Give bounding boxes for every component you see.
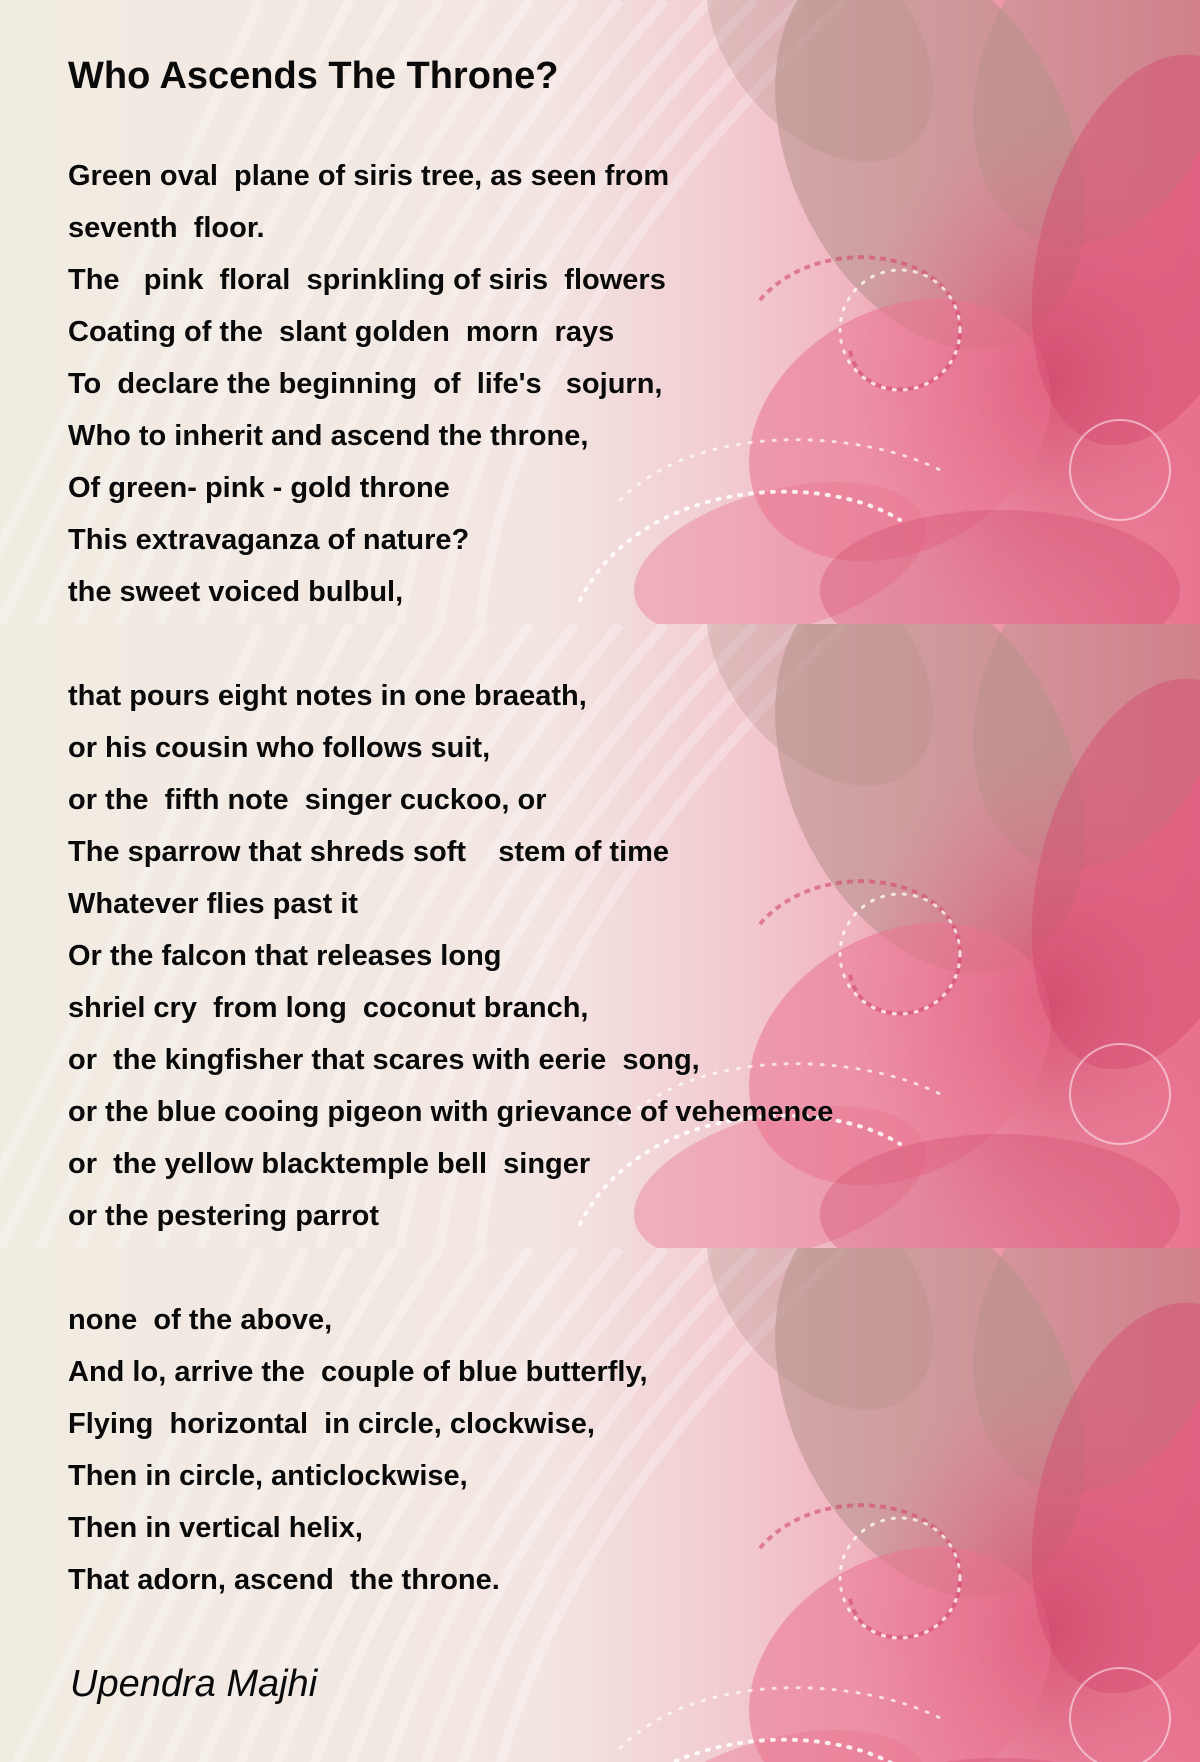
stanza-1 bbox=[68, 150, 669, 618]
poem-line: that pours eight notes in one braeath, bbox=[68, 680, 587, 712]
poem-line: The sparrow that shreds soft stem of time bbox=[68, 836, 670, 868]
poem-line: Then in circle, anticlockwise, bbox=[68, 1460, 468, 1492]
poem-line: That adorn, ascend the throne. bbox=[68, 1564, 500, 1596]
poem-author: Upendra Majhi bbox=[70, 1663, 318, 1705]
poem-line: or the blue cooing pigeon with grievance of vehemence bbox=[68, 1096, 834, 1128]
poem-line: seventh floor. bbox=[68, 212, 265, 244]
poem-line: Or the falcon that releases long bbox=[68, 940, 502, 972]
poem-line: And lo, arrive the couple of blue butterfly, bbox=[68, 1356, 648, 1388]
poem-line: Then in vertical helix, bbox=[68, 1512, 363, 1544]
poem-line: Flying horizontal in circle, clockwise, bbox=[68, 1408, 595, 1440]
poem-line: the sweet voiced bulbul, bbox=[68, 576, 404, 608]
stanza-3 bbox=[68, 1294, 648, 1606]
poem-line: none of the above, bbox=[68, 1304, 333, 1336]
poem-title: Who Ascends The Throne? bbox=[68, 55, 559, 97]
poem-line: Who to inherit and ascend the throne, bbox=[68, 420, 589, 452]
poem-line: shriel cry from long coconut branch, bbox=[68, 992, 589, 1024]
poem-line: Green oval plane of siris tree, as seen from bbox=[68, 160, 670, 192]
poem-line: or his cousin who follows suit, bbox=[68, 732, 491, 764]
poem-line: This extravaganza of nature? bbox=[68, 524, 470, 556]
stanza-2 bbox=[68, 670, 833, 1242]
poem-line: or the fifth note singer cuckoo, or bbox=[68, 784, 547, 816]
poem-line: Whatever flies past it bbox=[68, 888, 359, 920]
poem-line: To declare the beginning of life's sojurn, bbox=[68, 368, 663, 400]
poem-line: or the yellow blacktemple bell singer bbox=[68, 1148, 591, 1180]
poem-line: or the pestering parrot bbox=[68, 1200, 379, 1232]
poem-line: The pink floral sprinkling of siris flowers bbox=[68, 264, 666, 296]
poem-line: or the kingfisher that scares with eerie song, bbox=[68, 1044, 700, 1076]
poem-line: Of green- pink - gold throne bbox=[68, 472, 450, 504]
poem-line: Coating of the slant golden morn rays bbox=[68, 316, 615, 348]
